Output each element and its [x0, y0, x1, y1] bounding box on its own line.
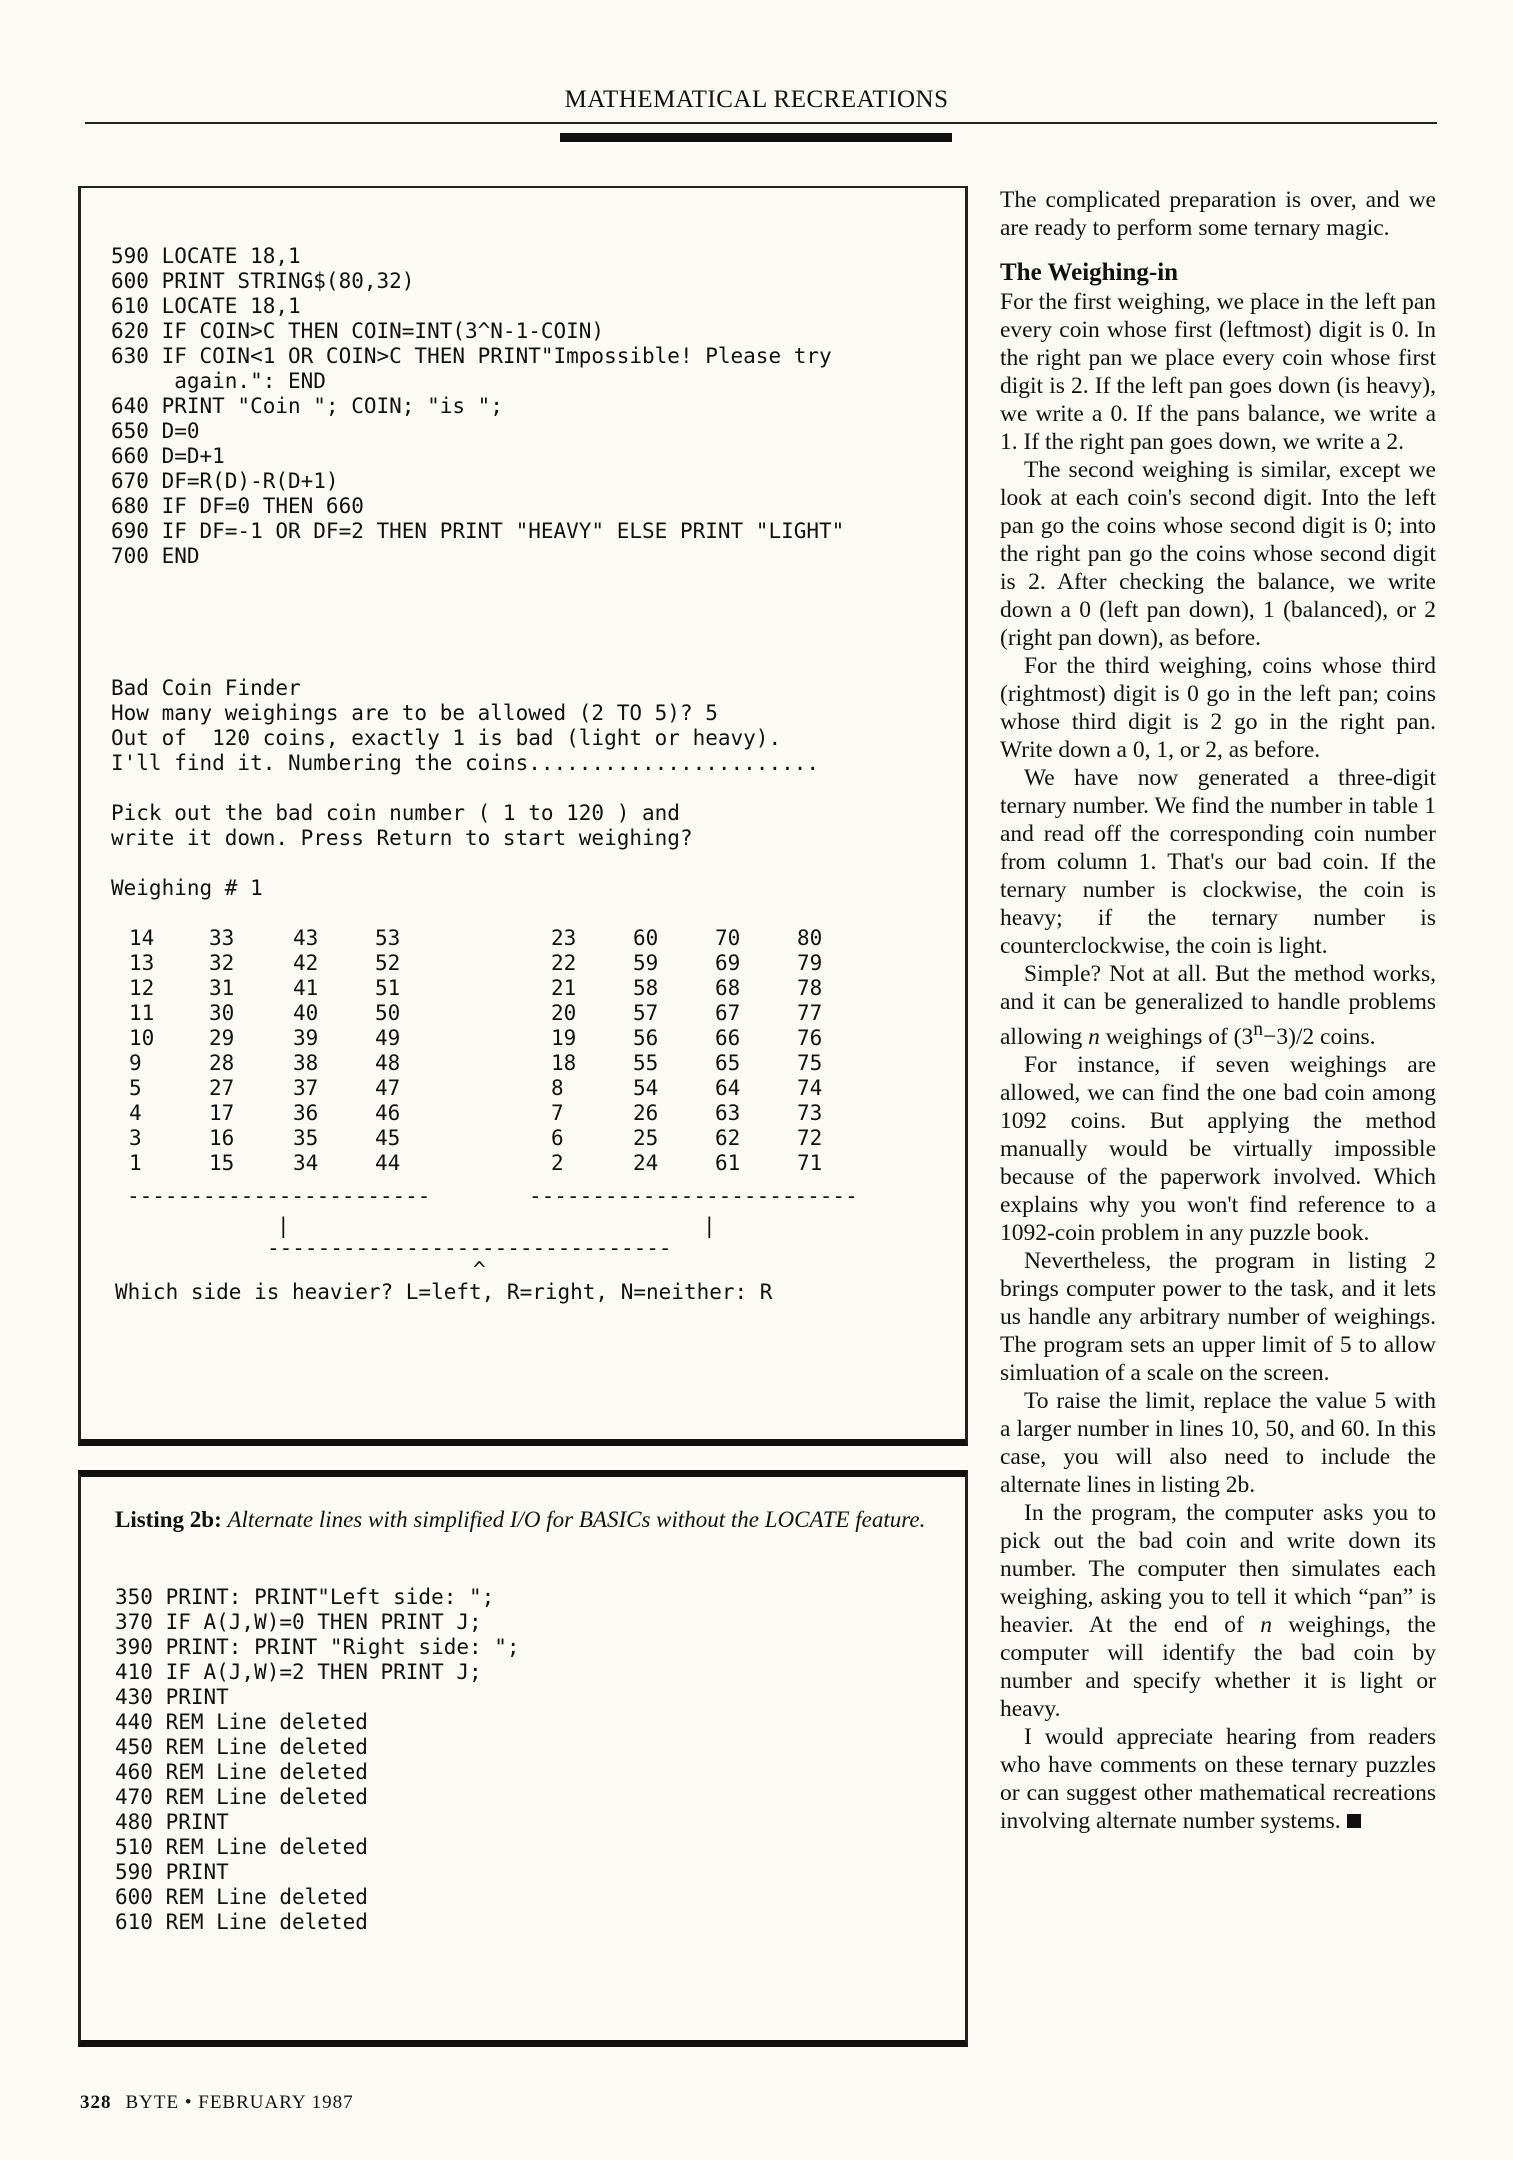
paragraph: For the first weighing, we place in the left pan every coin whose first (leftmost) digit is 0. In the right pan we place every coin whose first digit is 2. If the left pan goes down (is heavy), we write a 0. If the pans balance, we write a 1. If the right pan goes down, we write a 2. [1000, 289, 1436, 455]
paragraph: In the program, the computer asks you to pick out the bad coin and write down its number. The computer then simulates each weighing, asking you to tell it which “pan” is heavier. At the end of n weighings, the computer will identify the bad coin by number and specify whether it is light or heavy. [1000, 1499, 1436, 1722]
right-pan-line: -------------------------- [529, 1184, 858, 1208]
coin-column: 53 52 51 50 49 48 47 46 45 44 [375, 926, 401, 1175]
header-rule [85, 122, 1437, 124]
paragraph: Nevertheless, the program in listing 2 brings computer power to the task, and it lets us handle any arbitrary number of weighings. The program sets an upper limit of 5 to allow simluation of a scale on the screen. [1000, 1247, 1436, 1386]
publication-line: BYTE • FEBRUARY 1987 [125, 2092, 354, 2113]
alternate-lines-listing: 350 PRINT: PRINT"Left side: "; 370 IF A(J,W)=0 THEN PRINT J; 390 PRINT: PRINT "Right side: "; 410 IF A(J,W)=2 THEN PRINT J; 430 PRINT 440 REM Line deleted 450 REM Line deleted 460 REM Line deleted 470 REM Line deleted 480 PRINT 510 REM Line deleted 590 PRINT 600 REM Line deleted 610 REM Line deleted [115, 1585, 520, 1934]
listing-label: Listing 2b: [115, 1507, 222, 1532]
left-pan-line: ------------------------ [127, 1184, 431, 1208]
coin-column: 23 22 21 20 19 18 8 7 6 2 [551, 926, 577, 1175]
coin-column: 80 79 78 77 76 75 74 73 72 71 [797, 926, 823, 1175]
paragraph: We have now generated a three-digit ternary number. We find the number in table 1 and read off the corresponding coin number from column 1. That's our bad coin. If the ternary number is clockwise, the coin is heavy; if the ternary number is counterclockwise, the coin is light. [1000, 765, 1436, 959]
listing-caption-text: Alternate lines with simplified I/O for BASICs without the LOCATE feature. [227, 1507, 926, 1532]
left-pan-support: | [277, 1214, 290, 1238]
section-heading: The Weighing-in [1000, 259, 1179, 286]
header-bar [560, 133, 952, 142]
program-listing: 590 LOCATE 18,1 600 PRINT STRING$(80,32) 610 LOCATE 18,1 620 IF COIN>C THEN COIN=INT(3^N-1-COIN) 630 IF COIN<1 OR COIN>C THEN PRINT"Impossible! Please try again.": END 640 PRINT "Coin "; COIN; "is "; 650 D=0 660 D=D+1 670 DF=R(D)-R(D+1) 680 IF DF=0 THEN 660 690 IF DF=-1 OR DF=2 THEN PRINT "HEAVY" ELSE PRINT "LIGHT" 700 END [111, 244, 845, 568]
running-header: MATHEMATICAL RECREATIONS [564, 86, 949, 113]
heavier-prompt: Which side is heavier? L=left, R=right, N=neither: R [115, 1280, 773, 1304]
paragraph: The complicated preparation is over, and we are ready to perform some ternary magic. [1000, 187, 1436, 241]
coin-column: 33 32 31 30 29 28 27 17 16 15 [209, 926, 235, 1175]
paragraph: Simple? Not at all. But the method works, and it can be generalized to handle problems allowing n weighings of $(3^n-3)/2$ coins. [1000, 961, 1436, 1050]
end-mark-icon [1347, 1814, 1361, 1828]
listing-box-2 [78, 1470, 968, 2047]
article-column [1000, 186, 1436, 1835]
coin-column: 43 42 41 40 39 38 37 36 35 34 [293, 926, 319, 1175]
page-number: 328 [80, 2092, 112, 2113]
paragraph: I would appreciate hearing from readers who have comments on these ternary puzzles or can suggest other mathematical recreations involving alternate number systems. [1000, 1723, 1436, 1834]
coin-column: 70 69 68 67 66 65 64 63 62 61 [715, 926, 741, 1175]
paragraph: The second weighing is similar, except we look at each coin's second digit. Into the left pan go the coins whose second digit is 0; into the right pan go the coins whose second digit is 2. After checking the balance, we write down a 0 (left pan down), 1 (balanced), or 2 (right pan down), as before. [1000, 457, 1436, 651]
program-output: Bad Coin Finder How many weighings are to be allowed (2 TO 5)? 5 Out of 120 coins, exactly 1 is bad (light or heavy). I'll find it. Numbering the coins....................... Pick out the bad coin number ( 1 to 120 ) and write it down. Press Return to start weighing? Weighing # 1 [111, 676, 820, 900]
paragraph: To raise the limit, replace the value 5 with a larger number in lines 10, 50, and 60. In this case, you will also need to include the alternate lines in listing 2b. [1000, 1387, 1436, 1498]
scale-pivot: ^ [473, 1258, 486, 1282]
coin-column: 14 13 12 11 10 9 5 4 3 1 [129, 926, 155, 1175]
page-footer [80, 2092, 354, 2114]
listing-box-1 [78, 186, 968, 1446]
right-pan-support: | [703, 1214, 716, 1238]
paragraph: For instance, if seven weighings are allowed, we can find the one bad coin among 1092 coins. But applying the method manually would be virtually impossible because of the paperwork involved. Which explains why you won't find reference to a 1092-coin problem in any puzzle book. [1000, 1051, 1436, 1246]
listing-caption [115, 1505, 935, 1534]
paragraph: For the third weighing, coins whose third (rightmost) digit is 0 go in the left pan; coins whose third digit is 2 go in the right pan. Write down a 0, 1, or 2, as before. [1000, 653, 1436, 763]
coin-column: 60 59 58 57 56 55 54 26 25 24 [633, 926, 659, 1175]
scale-beam: -------------------------------- [267, 1236, 672, 1260]
